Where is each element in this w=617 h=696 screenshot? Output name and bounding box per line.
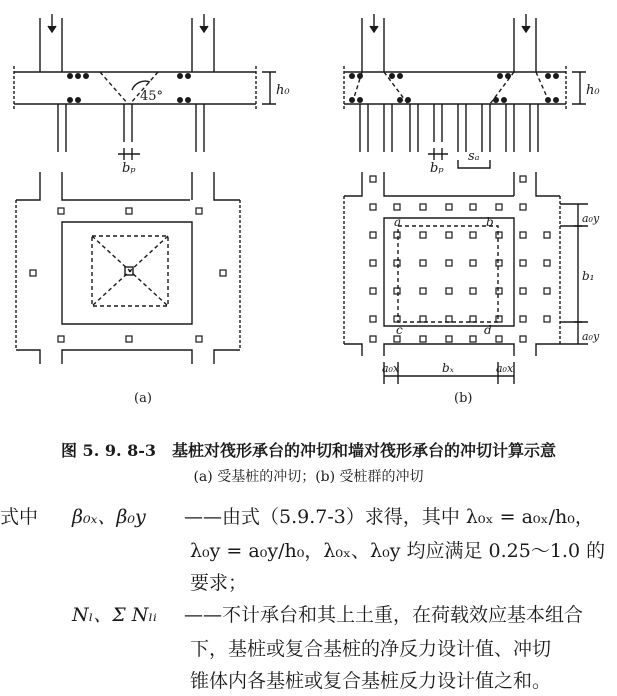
figure-caption: 图 5. 9. 8-3 基桩对筏形承台的冲切和墙对筏形承台的冲切计算示意	[60, 441, 557, 460]
section-a	[14, 14, 276, 160]
figure-subcaption: (a) 受基桩的冲切；(b) 受桩群的冲切	[193, 469, 424, 485]
plan-b	[344, 172, 588, 384]
angle-label: 45°	[140, 89, 164, 104]
bp-label-b: bₚ	[430, 161, 444, 176]
corner-c: c	[396, 323, 403, 337]
section-b	[344, 14, 586, 168]
b1-label: b₁	[582, 269, 595, 283]
a0x-left-label: a₀x	[382, 362, 400, 375]
line1-lead: 式中	[0, 506, 39, 528]
line3-body: 要求；	[190, 572, 248, 594]
line1-symbols: β₀ₓ、β₀y	[72, 506, 146, 528]
rebars-a	[67, 73, 191, 103]
sa-label: sₐ	[468, 149, 480, 164]
line4-body: ——不计承台和其上土重，在荷载效应基本组合	[184, 604, 584, 626]
bp-label-a: bₚ	[122, 161, 136, 176]
a0y-top-label: a₀y	[582, 212, 600, 225]
corner-d: d	[484, 323, 492, 337]
line4-symbols: Nₗ、Σ Nₗᵢ	[72, 604, 157, 626]
h0-label-b: h₀	[586, 83, 600, 98]
h0-label-a: h₀	[276, 83, 290, 98]
corner-b: b	[486, 215, 494, 229]
piles-plan-b	[370, 176, 550, 342]
line1-body: ——由式（5.9.7-3）求得，其中 λ₀ₓ = a₀ₓ/h₀，	[184, 506, 594, 528]
line6-body: 锥体内各基桩或复合基桩反力设计值之和。	[190, 670, 552, 692]
a0x-right-label: a₀x	[496, 362, 514, 375]
panel-a-label: (a)	[134, 391, 152, 406]
plan-a	[16, 172, 240, 364]
a0y-bottom-label: a₀y	[582, 330, 600, 343]
bx-label: bₓ	[442, 361, 454, 375]
corner-a: a	[394, 215, 402, 229]
rebars-b	[349, 73, 559, 103]
line2-body: λ₀y = a₀y/h₀，λ₀ₓ、λ₀y 均应满足 0.25～1.0 的	[190, 540, 606, 562]
line5-body: 下，基桩或复合基桩的净反力设计值、冲切	[190, 638, 552, 660]
panel-b-label: (b)	[454, 391, 473, 406]
